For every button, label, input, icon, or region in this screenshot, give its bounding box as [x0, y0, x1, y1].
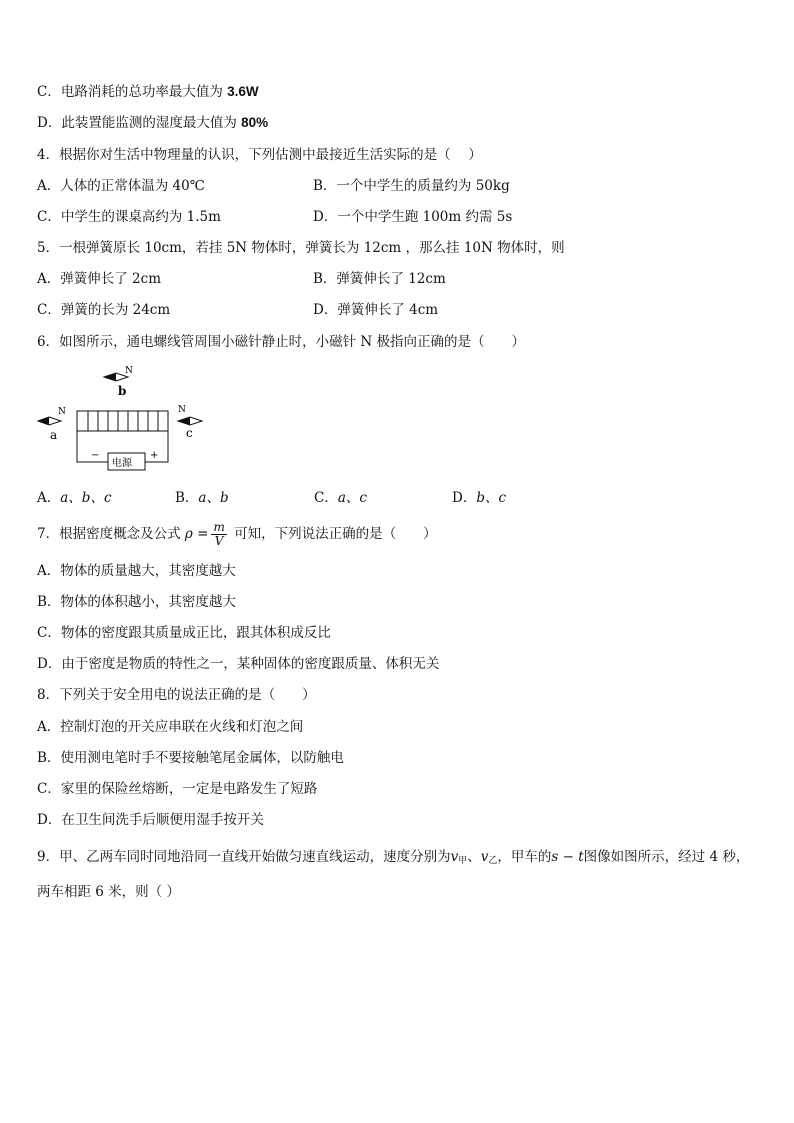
label-a: a	[50, 428, 58, 442]
density-symbol: ρ	[184, 526, 193, 542]
compass-c	[178, 405, 202, 440]
q7-option-d: D．由于密度是物质的特性之一，某种固体的密度跟质量、体积无关	[37, 656, 440, 672]
q4-option-c: C．中学生的课桌高约为 1.5m	[37, 209, 221, 225]
compass-a	[38, 407, 66, 442]
q5-option-c: C．弹簧的长为 24cm	[37, 302, 171, 318]
q8-option-c: C．家里的保险丝熔断，一定是电路发生了短路	[37, 781, 318, 797]
q5-option-a: A．弹簧伸长了 2cm	[37, 271, 161, 287]
compass-a-pole: N	[58, 407, 66, 417]
q8-option-d: D．在卫生间洗手后顺便用湿手按开关	[37, 812, 264, 828]
q4-stem: 4．根据你对生活中物理量的认识，下列估测中最接近生活实际的是（ ）	[37, 147, 482, 163]
q7-stem: 7．根据密度概念及公式 ρ = $\frac{m}{V}$ 可知，下列说法正确的是（ ）	[37, 520, 437, 548]
q7-option-c: C．物体的密度跟其质量成正比，跟其体积成反比	[37, 625, 331, 641]
negative-terminal: −	[91, 450, 100, 461]
compass-c-pole: N	[178, 405, 186, 415]
solenoid-coil	[77, 411, 168, 431]
q5-option-d: D．弹簧伸长了 4cm	[313, 302, 439, 318]
q8-stem: 8．下列关于安全用电的说法正确的是（ ）	[37, 687, 316, 703]
q8-option-b: B．使用测电笔时手不要接触笔尾金属体，以防触电	[37, 750, 344, 766]
q3-option-d-text: D．此装置能监测的湿度最大值为	[37, 115, 242, 131]
q6-stem: 6．如图所示，通电螺线管周围小磁针静止时，小磁针 N 极指向正确的是（ ）	[37, 334, 525, 350]
q6-option-d: D．b、c	[452, 490, 507, 506]
q4-option-d: D．一个中学生跑 100m 约需 5s	[313, 209, 513, 225]
q5-stem: 5．一根弹簧原长 10cm，若挂 5N 物体时，弹簧长为 12cm ，那么挂 10N 物体时，则	[37, 240, 565, 256]
compass-b	[104, 366, 133, 398]
q6-option-b: B．a、b	[175, 490, 229, 506]
label-c: c	[186, 426, 193, 440]
q3-option-c	[37, 83, 259, 101]
q7-option-a: A．物体的质量越大，其密度越大	[37, 563, 236, 579]
q3-option-d-value: 80%	[241, 115, 269, 130]
q5-option-b: B．弹簧伸长了 12cm	[313, 271, 446, 287]
power-source-label: 电源	[112, 458, 132, 469]
q4-option-b: B．一个中学生的质量约为 50kg	[313, 178, 510, 194]
q3-option-c-text: C．电路消耗的总功率最大值为	[37, 84, 228, 100]
q6-option-a: A．a、b、c	[37, 490, 112, 506]
solenoid-diagram	[36, 364, 206, 472]
q4-option-a: A．人体的正常体温为 40℃	[37, 178, 205, 194]
positive-terminal: +	[150, 450, 159, 461]
q6-option-c: C．a、c	[314, 490, 367, 506]
q3-option-d	[37, 114, 268, 132]
q8-option-a: A．控制灯泡的开关应串联在火线和灯泡之间	[37, 719, 304, 735]
label-b: b	[118, 384, 127, 398]
q7-option-b: B．物体的体积越小，其密度越大	[37, 594, 236, 610]
q9-stem-line2: 两车相距 6 米，则（ ）	[37, 884, 180, 900]
q3-option-c-value: 3.6W	[227, 84, 259, 99]
density-formula-fraction: $\frac{m}{V}$	[213, 520, 225, 548]
compass-b-pole: N	[125, 366, 133, 376]
q9-stem: 9．甲、乙两车同时同地沿同一直线开始做匀速直线运动，速度分别为$v_甲$、$v_乙$，甲车的s − t图像如图所示，经过 4 秒，	[37, 849, 750, 866]
